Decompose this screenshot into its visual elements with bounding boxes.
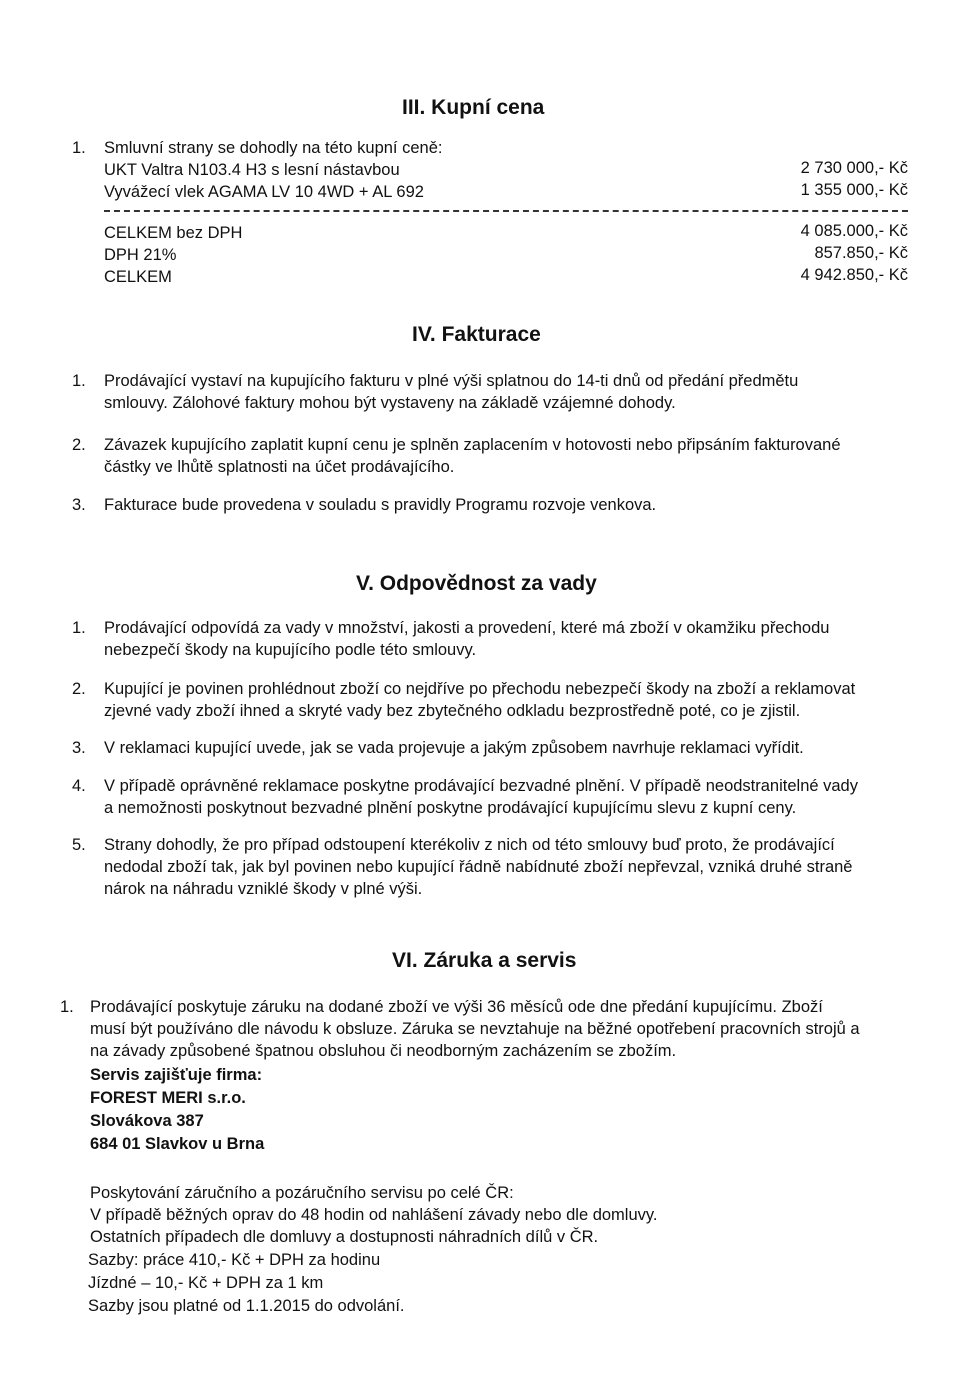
section-6-item-text: Prodávající poskytuje záruku na dodané zboží ve výši 36 měsíců ode dne předání kupujícímu. Zboží xyxy=(90,998,823,1016)
section-5-item-text: nárok na náhradu vzniklé škody v plné výši. xyxy=(104,880,423,898)
service-info-line: V případě běžných oprav do 48 hodin od nahlášení závady nebo dle domluvy. xyxy=(90,1206,658,1224)
section-5-item-number: 5. xyxy=(72,836,86,854)
service-info-line: Poskytování záručního a pozáručního servisu po celé ČR: xyxy=(90,1184,514,1202)
price-item-value: 2 730 000,- Kč xyxy=(800,159,908,177)
total-value: 4 942.850,- Kč xyxy=(800,266,908,284)
section-5-item-number: 1. xyxy=(72,619,86,637)
section-5-item-number: 3. xyxy=(72,739,86,757)
service-rate-line: Sazby: práce 410,- Kč + DPH za hodinu xyxy=(88,1251,381,1269)
section-6-item-number: 1. xyxy=(60,998,74,1016)
service-company-heading: Servis zajišťuje firma: xyxy=(90,1066,263,1084)
section-5-item-number: 2. xyxy=(72,680,86,698)
section-5-item-text: Strany dohodly, že pro případ odstoupení kterékoliv z nich od této smlouvy buď proto, že prodávající xyxy=(104,836,835,854)
section-5-item-text: zjevné vady zboží ihned a skryté vady bez zbytečného odkladu bezprostředně poté, co je zjistil. xyxy=(104,702,801,720)
total-value: 857.850,- Kč xyxy=(814,244,908,262)
section-3-title: III. Kupní cena xyxy=(402,96,545,119)
section-5-item-text: a nemožnosti poskytnout bezvadné plnění poskytne prodávající kupujícímu slevu z kupní ceny. xyxy=(104,799,797,817)
section-6-title: VI. Záruka a servis xyxy=(392,949,577,972)
section-5-item-text: nebezpečí škody na kupujícího podle této smlouvy. xyxy=(104,641,477,659)
section-5-title: V. Odpovědnost za vady xyxy=(356,572,597,595)
price-item-label: UKT Valtra N103.4 H3 s lesní nástavbou xyxy=(104,161,400,179)
service-company-street: Slovákova 387 xyxy=(90,1112,204,1130)
section-5-item-text: Prodávající odpovídá za vady v množství, jakosti a provedení, které má zboží v okamžiku přechodu xyxy=(104,619,830,637)
total-label: CELKEM xyxy=(104,268,172,286)
dashed-separator xyxy=(104,210,908,212)
price-item-value: 1 355 000,- Kč xyxy=(800,181,908,199)
section-5-item-text: Kupující je povinen prohlédnout zboží co nejdříve po přechodu nebezpečí škody na zboží a reklamovat xyxy=(104,680,856,698)
section-4-item-text: Fakturace bude provedena v souladu s pravidly Programu rozvoje venkova. xyxy=(104,496,657,514)
total-value: 4 085.000,- Kč xyxy=(800,222,908,240)
section-6-item-text: na závady způsobené špatnou obsluhou či neodborným zacházením se zbožím. xyxy=(90,1042,677,1060)
service-rate-line: Sazby jsou platné od 1.1.2015 do odvolání. xyxy=(88,1297,405,1315)
section-4-item-number: 1. xyxy=(72,372,86,390)
total-label: CELKEM bez DPH xyxy=(104,224,243,242)
service-rate-line: Jízdné – 10,- Kč + DPH za 1 km xyxy=(88,1274,324,1292)
price-item-label: Vyvážecí vlek AGAMA LV 10 4WD + AL 692 xyxy=(104,183,424,201)
section-4-item-text: smlouvy. Zálohové faktury mohou být vystaveny na základě vzájemné dohody. xyxy=(104,394,676,412)
section-3-intro-text: Smluvní strany se dohodly na této kupní ceně: xyxy=(104,139,443,157)
section-5-item-text: V případě oprávněné reklamace poskytne prodávající bezvadné plnění. V případě neodstranitelné vady xyxy=(104,777,858,795)
section-4-item-text: částky ve lhůtě splatnosti na účet prodávajícího. xyxy=(104,458,455,476)
section-5-item-number: 4. xyxy=(72,777,86,795)
section-6-item-text: musí být používáno dle návodu k obsluze. Záruka se nevztahuje na běžné opotřebení pracovních strojů a xyxy=(90,1020,860,1038)
section-4-item-text: Závazek kupujícího zaplatit kupní cenu je splněn zaplacením v hotovosti nebo připsáním fakturované xyxy=(104,436,841,454)
service-company-city: 684 01 Slavkov u Brna xyxy=(90,1135,265,1153)
service-info-line: Ostatních případech dle domluvy a dostupnosti náhradních dílů v ČR. xyxy=(90,1228,599,1246)
section-4-item-number: 3. xyxy=(72,496,86,514)
section-4-item-number: 2. xyxy=(72,436,86,454)
total-label: DPH 21% xyxy=(104,246,177,264)
section-5-item-text: nedodal zboží tak, jak byl povinen nebo kupující řádně nabídnuté zboží nepřevzal, vzniká druhé straně xyxy=(104,858,853,876)
section-5-item-text: V reklamaci kupující uvede, jak se vada projevuje a jakým způsobem navrhuje reklamaci vyřídit. xyxy=(104,739,804,757)
service-company-name: FOREST MERI s.r.o. xyxy=(90,1089,246,1107)
section-4-item-text: Prodávající vystaví na kupujícího fakturu v plné výši splatnou do 14-ti dnů od předání předmětu xyxy=(104,372,799,390)
section-3-item-number: 1. xyxy=(72,139,86,157)
section-4-title: IV. Fakturace xyxy=(412,323,541,346)
